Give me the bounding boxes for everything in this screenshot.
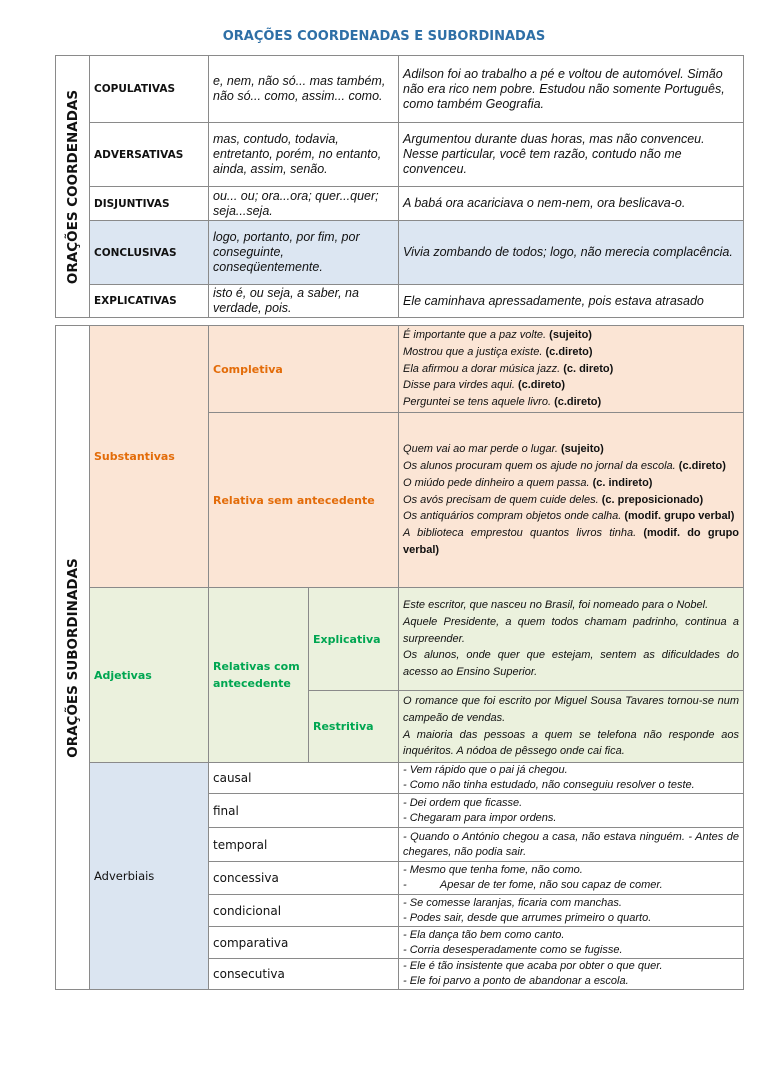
explicativa-label: Explicativa (309, 588, 399, 691)
example-line: O miúdo pede dinheiro a quem passa. (c. indireto) (403, 476, 653, 489)
example-line: O romance que foi escrito por Miguel Sousa Tavares tornou-se num campeão de vendas. (403, 694, 740, 724)
coord-label: CONCLUSIVAS (90, 221, 209, 285)
example-line: É importante que a paz volte. (sujeito) (403, 329, 592, 341)
adverbiais-label: Adverbiais (90, 763, 209, 990)
restritiva-label: Restritiva (309, 691, 399, 763)
adjetivas-label: Adjetivas (90, 588, 209, 763)
page-title: ORAÇÕES COORDENADAS E SUBORDINADAS (222, 29, 546, 44)
adverbial-type: causal (209, 763, 399, 794)
example-line: Aquele Presidente, a quem todos chamam padrinho, continua a surpreender. (403, 615, 740, 645)
coordenadas-heading-cell (56, 56, 90, 318)
adverbial-examples: - Dei ordem que ficasse. - Chegaram para impor ordens. (399, 794, 744, 828)
adverbial-type: temporal (209, 828, 399, 862)
adverbial-examples: - Ele é tão insistente que acaba por obter o que quer. - Ele foi parvo a ponto de abandonar a escola. (399, 959, 744, 990)
subordinadas-table (55, 325, 744, 990)
example-line: Quem vai ao mar perde o lugar. (sujeito) (403, 443, 604, 456)
coord-example: Vivia zombando de todos; logo, não merecia complacência. (399, 221, 744, 285)
adverbial-type: concessiva (209, 862, 399, 895)
coord-conjunctions: ou... ou; ora...ora; quer...quer; seja...seja. (209, 187, 399, 221)
adverbial-type: condicional (209, 895, 399, 927)
example-line: Os avós precisam de quem cuide deles. (c. preposicionado) (403, 493, 704, 506)
coord-label: DISJUNTIVAS (90, 187, 209, 221)
adverbial-examples: - Vem rápido que o pai já chegou. - Como não tinha estudado, não conseguiu resolver o teste. (399, 763, 744, 794)
coord-example: A babá ora acariciava o nem-nem, ora beslicava-o. (399, 187, 744, 221)
coord-conjunctions: e, nem, não só... mas também, não só... como, assim... como. (209, 56, 399, 123)
coordenadas-heading: ORAÇÕES COORDENADAS (64, 89, 81, 284)
adverbial-type: comparativa (209, 927, 399, 959)
adverbial-examples: - Quando o António chegou a casa, não estava ninguém. - Antes de chegares, não podia sair. (399, 828, 744, 862)
example-line: A maioria das pessoas a quem se telefona não responde aos inquéritos. A nódoa de pêssego onde cai fica. (403, 728, 740, 758)
coord-conjunctions: mas, contudo, todavia, entretanto, porém, no entanto, ainda, assim, senão. (209, 123, 399, 187)
substantivas-label: Substantivas (90, 326, 209, 588)
coord-conjunctions: isto é, ou seja, a saber, na verdade, pois. (209, 285, 399, 318)
relativa-sem-antecedente-label: Relativa sem antecedente (209, 413, 399, 588)
relativa-examples (399, 413, 744, 588)
coord-label: EXPLICATIVAS (90, 285, 209, 318)
example-line: Este escritor, que nasceu no Brasil, foi nomeado para o Nobel. (403, 599, 709, 611)
coord-label: ADVERSATIVAS (90, 123, 209, 187)
example-line: Disse para virdes aqui. (c.direto) (403, 379, 566, 392)
completiva-examples (399, 326, 744, 413)
coord-example: Adilson foi ao trabalho a pé e voltou de automóvel. Simão não era rico nem pobre. Estudou não somente Português, como também Geografia. (399, 56, 744, 123)
completiva-label: Completiva (209, 326, 399, 413)
example-line: Os alunos, onde quer que estejam, sentem as dificuldades do acesso ao Ensino Superior. (403, 649, 740, 679)
adverbial-type: consecutiva (209, 959, 399, 990)
adverbial-examples: - Se comesse laranjas, ficaria com manchas. - Podes sair, desde que arrumes primeiro o quarto. (399, 895, 744, 927)
example-line: Perguntei se tens aquele livro. (c.direto) (403, 396, 602, 409)
subordinadas-heading: ORAÇÕES SUBORDINADAS (64, 557, 81, 758)
explicativa-examples (399, 588, 744, 691)
coord-example: Argumentou durante duas horas, mas não convenceu. Nesse particular, você tem razão, contudo não me convenceu. (399, 123, 744, 187)
example-line: Ela afirmou a dorar música jazz. (c. direto) (403, 362, 614, 375)
coord-conjunctions: logo, portanto, por fim, por conseguinte, conseqüentemente. (209, 221, 399, 285)
adverbial-examples: - Ela dança tão bem como canto. - Corria desesperadamente como se fugisse. (399, 927, 744, 959)
example-line: Os alunos procuram quem os ajude no jornal da escola. (c.direto) (403, 460, 726, 472)
coordenadas-table (55, 55, 744, 318)
restritiva-examples (399, 691, 744, 763)
example-line: Mostrou que a justiça existe. (c.direto) (403, 345, 593, 358)
example-line: A biblioteca emprestou quantos livros tinha. (modif. do grupo verbal) (403, 527, 740, 556)
adverbial-examples: - Mesmo que tenha fome, não como. - Apesar de ter fome, não sou capaz de comer. (399, 862, 744, 895)
relativas-com-antecedente-label: Relativas com antecedente (209, 588, 309, 763)
adverbial-type: final (209, 794, 399, 828)
example-line: Os antiquários compram objetos onde calha. (modif. grupo verbal) (403, 510, 735, 523)
subordinadas-heading-cell (56, 326, 90, 990)
coord-label: COPULATIVAS (90, 56, 209, 123)
coord-example: Ele caminhava apressadamente, pois estava atrasado (399, 285, 744, 318)
